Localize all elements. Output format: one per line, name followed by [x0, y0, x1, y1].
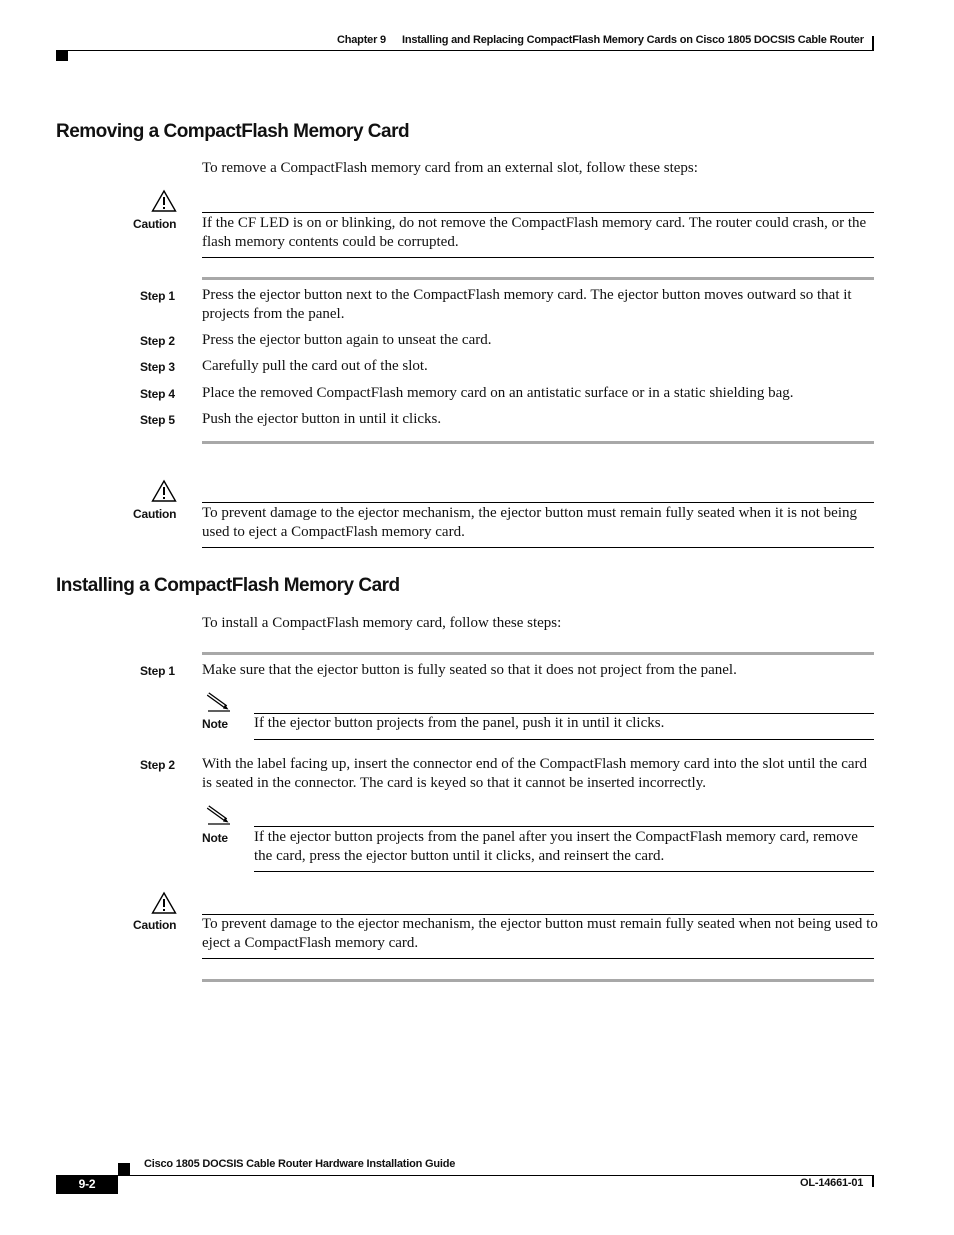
step-text: Press the ejector button again to unseat the card.: [202, 332, 492, 348]
caution-icon: [151, 891, 177, 915]
note-label: Note: [202, 831, 228, 845]
note-label: Note: [202, 717, 228, 731]
caution-bottom-rule: [202, 547, 874, 548]
caution-icon: [151, 479, 177, 503]
caution-bottom-rule: [202, 257, 874, 258]
caution-label: Caution: [133, 918, 177, 932]
step-label: Step 4: [140, 387, 175, 401]
caution-text: To prevent damage to the ejector mechanism, the ejector button must remain fully seated when not being used to eject a CompactFlash memory card.: [202, 916, 878, 951]
caution-label: Caution: [133, 507, 177, 521]
caution-bottom-rule: [202, 958, 874, 959]
header-rule: [56, 50, 874, 51]
footer-corner-block: [118, 1163, 130, 1175]
procedure-top-bar: [202, 277, 874, 280]
caution-text: If the CF LED is on or blinking, do not remove the CompactFlash memory card. The router could crash, or the flash memory contents could be corrupted.: [202, 215, 867, 250]
footer-doc-id: OL-14661-01: [800, 1177, 864, 1189]
pencil-icon: [204, 691, 232, 713]
section2-intro: To install a CompactFlash memory card, follow these steps:: [202, 615, 562, 631]
step-text: Carefully pull the card out of the slot.: [202, 358, 428, 374]
note-bottom-rule: [254, 871, 874, 872]
step-label: Step 1: [140, 289, 175, 303]
step-text: Place the removed CompactFlash memory card on an antistatic surface or in a static shielding bag.: [202, 385, 794, 401]
note-text: If the ejector button projects from the panel, push it in until it clicks.: [254, 715, 665, 731]
header-rule-right: [872, 36, 874, 50]
step-label: Step 1: [140, 664, 175, 678]
header-chapter: Chapter 9: [337, 34, 386, 46]
caution-top-rule: [202, 502, 874, 503]
procedure-top-bar: [202, 652, 874, 655]
step-text: Push the ejector button in until it clicks.: [202, 411, 442, 427]
step-text: With the label facing up, insert the connector end of the CompactFlash memory card into the slot until the card is seated in the connector. The card is keyed so that it cannot be inserted incorrectly.: [202, 756, 868, 791]
procedure-bottom-bar: [202, 979, 874, 982]
header-corner-block: [56, 50, 68, 61]
step-label: Step 3: [140, 360, 175, 374]
caution-text: To prevent damage to the ejector mechanism, the ejector button must remain fully seated when it is not being used to eject a CompactFlash memory card.: [202, 505, 858, 540]
step-label: Step 2: [140, 334, 175, 348]
caution-top-rule: [202, 212, 874, 213]
caution-label: Caution: [133, 217, 177, 231]
footer-guide-title: Cisco 1805 DOCSIS Cable Router Hardware Installation Guide: [144, 1158, 456, 1170]
step-label: Step 2: [140, 758, 175, 772]
header-chapter-title: Installing and Replacing CompactFlash Memory Cards on Cisco 1805 DOCSIS Cable Router: [402, 34, 864, 46]
section-title-removing: Removing a CompactFlash Memory Card: [56, 121, 410, 142]
note-text: If the ejector button projects from the panel after you insert the CompactFlash memory card, remove the card, press the ejector button until it clicks, and reinsert the card.: [254, 829, 858, 864]
footer-rule: [56, 1175, 874, 1176]
step-text: Make sure that the ejector button is fully seated so that it does not project from the panel.: [202, 662, 737, 678]
footer-page-number: 9-2: [78, 1177, 96, 1191]
step-label: Step 5: [140, 413, 175, 427]
section1-intro: To remove a CompactFlash memory card from an external slot, follow these steps:: [202, 160, 698, 176]
note-bottom-rule: [254, 739, 874, 740]
note-top-rule: [254, 826, 874, 827]
step-text: Press the ejector button next to the CompactFlash memory card. The ejector button moves outward so that it projects from the panel.: [202, 287, 852, 322]
section-title-installing: Installing a CompactFlash Memory Card: [56, 575, 400, 596]
footer-rule-right: [872, 1175, 874, 1187]
caution-icon: [151, 189, 177, 213]
procedure-bottom-bar: [202, 441, 874, 444]
pencil-icon: [204, 804, 232, 826]
